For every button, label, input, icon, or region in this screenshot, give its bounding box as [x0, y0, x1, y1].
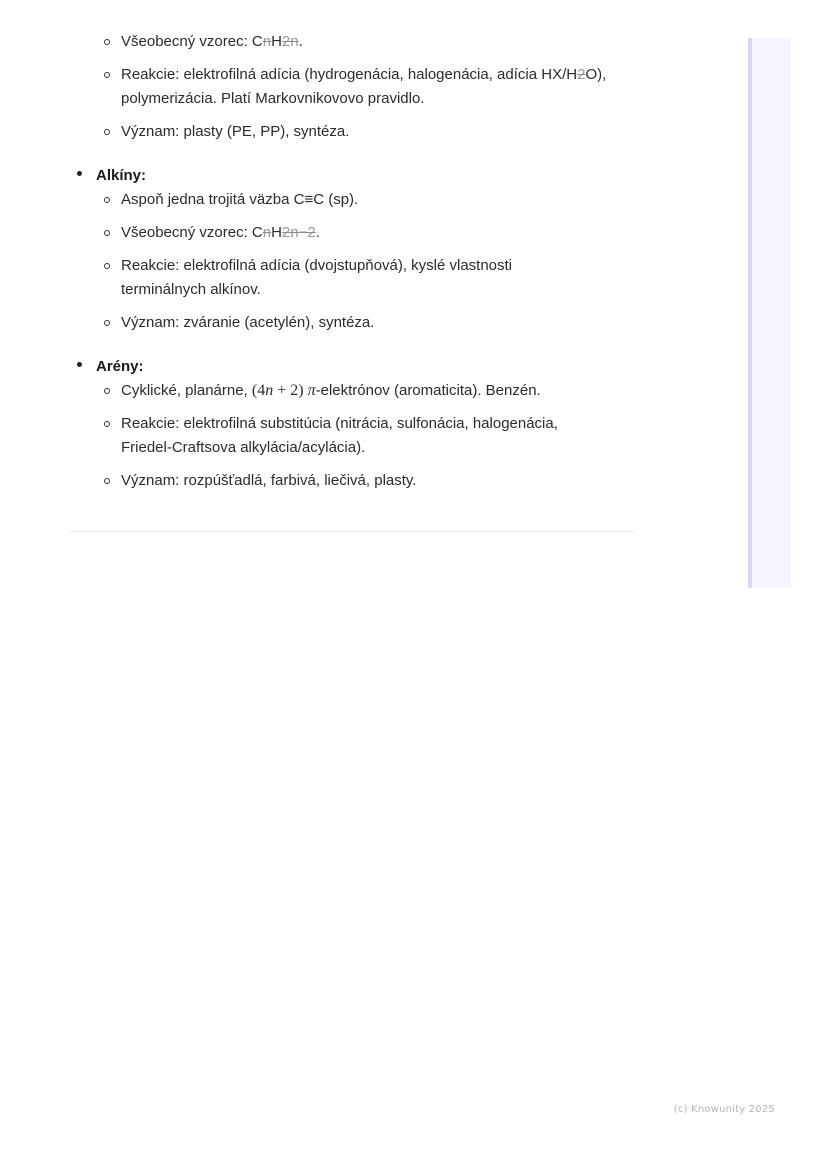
circle-bullet-icon — [104, 72, 110, 78]
circle-bullet-icon — [104, 421, 110, 427]
circle-bullet-icon — [104, 388, 110, 394]
circle-bullet-icon — [104, 197, 110, 203]
alkenes-details-list — [96, 30, 635, 144]
circle-bullet-icon — [104, 39, 110, 45]
list-item-formula: Všeobecný vzorec: CnH2n. — [96, 30, 635, 54]
hydrocarbon-groups-list — [70, 30, 635, 493]
group-alkenes-continued — [70, 30, 635, 144]
math-expression: (4n + 2) π — [251, 382, 316, 399]
group-title: Arény: — [96, 358, 144, 375]
circle-bullet-icon — [104, 263, 110, 269]
circle-bullet-icon — [104, 230, 110, 236]
bullet-icon — [77, 362, 82, 367]
list-item-reactions: Reakcie: elektrofilná adícia (hydrogenácia, halogenácia, adícia HX/H2O), polymerizácia. Platí Markovnikovovo pravidlo. — [96, 63, 635, 111]
subscript: n — [262, 224, 272, 241]
subscript: 2n — [281, 33, 299, 50]
circle-bullet-icon — [104, 320, 110, 326]
circle-bullet-icon — [104, 129, 110, 135]
group-arenes — [70, 355, 635, 493]
list-item-significance: Význam: rozpúšťadlá, farbivá, liečivá, plasty. — [96, 469, 635, 493]
group-title: Alkíny: — [96, 167, 147, 184]
alkynes-details-list — [96, 188, 635, 335]
subscript: 2 — [577, 66, 586, 83]
list-item-formula: Všeobecný vzorec: CnH2n−2. — [96, 221, 635, 245]
side-note-panel — [748, 38, 791, 588]
list-item-reactions: Reakcie: elektrofilná adícia (dvojstupňová), kyslé vlastnosti terminálnych alkínov. — [96, 254, 551, 302]
list-item-aromaticity: Cyklické, planárne, (4n + 2) π-elektrónov (aromaticita). Benzén. — [96, 379, 635, 403]
list-item-significance: Význam: zváranie (acetylén), syntéza. — [96, 311, 635, 335]
circle-bullet-icon — [104, 478, 110, 484]
arenes-details-list — [96, 379, 635, 493]
list-item-reactions: Reakcie: elektrofilná substitúcia (nitrácia, sulfonácia, halogenácia, Friedel-Craftsova alkylácia/acylácia). — [96, 412, 601, 460]
subscript: 2n−2 — [281, 224, 316, 241]
section-divider — [70, 531, 634, 532]
notes-content — [70, 30, 635, 493]
subscript: n — [262, 33, 272, 50]
list-item-bond: Aspoň jedna trojitá väzba C≡C (sp). — [96, 188, 635, 212]
list-item-significance: Význam: plasty (PE, PP), syntéza. — [96, 120, 635, 144]
bullet-icon — [77, 171, 82, 176]
copyright-footer: (c) Knowunity 2025 — [673, 1104, 775, 1115]
group-alkynes — [70, 164, 635, 335]
